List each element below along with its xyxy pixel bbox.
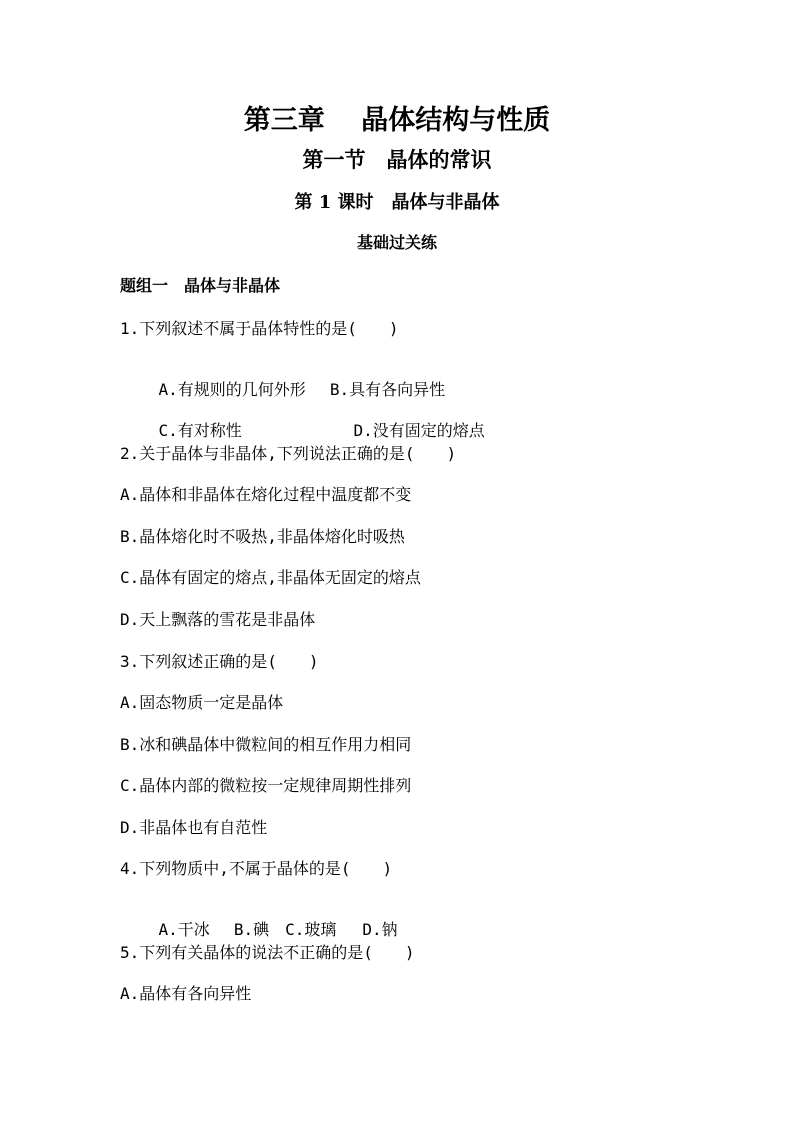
question-3-option-c: C.晶体内部的微粒按一定规律周期性排列	[120, 776, 412, 795]
question-4-option-c: C.玻璃	[285, 920, 337, 939]
question-4-stem: 4.下列物质中,不属于晶体的是( )	[120, 859, 393, 878]
question-1-stem: 1.下列叙述不属于晶体特性的是( )	[120, 319, 399, 338]
question-2-option-c: C.晶体有固定的熔点,非晶体无固定的熔点	[120, 568, 421, 587]
lesson-title: 第 1 课时 晶体与非晶体	[294, 192, 500, 213]
question-3-option-b: B.冰和碘晶体中微粒间的相互作用力相同	[120, 735, 412, 754]
question-2-option-a: A.晶体和非晶体在熔化过程中温度都不变	[120, 485, 412, 504]
question-3-stem: 3.下列叙述正确的是( )	[120, 652, 319, 671]
question-2-option-d: D.天上飘落的雪花是非晶体	[120, 610, 316, 629]
question-2-option-b: B.晶体熔化时不吸热,非晶体熔化时吸热	[120, 527, 405, 546]
question-3-option-a: A.固态物质一定是晶体	[120, 693, 284, 712]
question-2-stem: 2.关于晶体与非晶体,下列说法正确的是( )	[120, 444, 457, 463]
question-4-option-d: D.钠	[362, 920, 398, 939]
question-1-option-c: C.有对称性	[158, 421, 242, 440]
question-4-option-b: B.碘	[233, 920, 270, 939]
group-heading: 题组一 晶体与非晶体	[120, 276, 281, 295]
question-5-option-a: A.晶体有各向异性	[120, 984, 252, 1003]
section-title: 第一节 晶体的常识	[302, 147, 492, 172]
question-3-option-d: D.非晶体也有自范性	[120, 818, 268, 837]
chapter-title: 第三章 晶体结构与性质	[243, 105, 551, 136]
practice-heading: 基础过关练	[356, 233, 437, 252]
question-1-option-b: B.具有各向异性	[329, 380, 446, 399]
question-1-option-d: D.没有固定的熔点	[353, 421, 485, 440]
question-1-option-a: A.有规则的几何外形	[158, 380, 306, 399]
question-4-option-a: A.干冰	[158, 920, 210, 939]
question-5-stem: 5.下列有关晶体的说法不正确的是( )	[120, 943, 415, 962]
